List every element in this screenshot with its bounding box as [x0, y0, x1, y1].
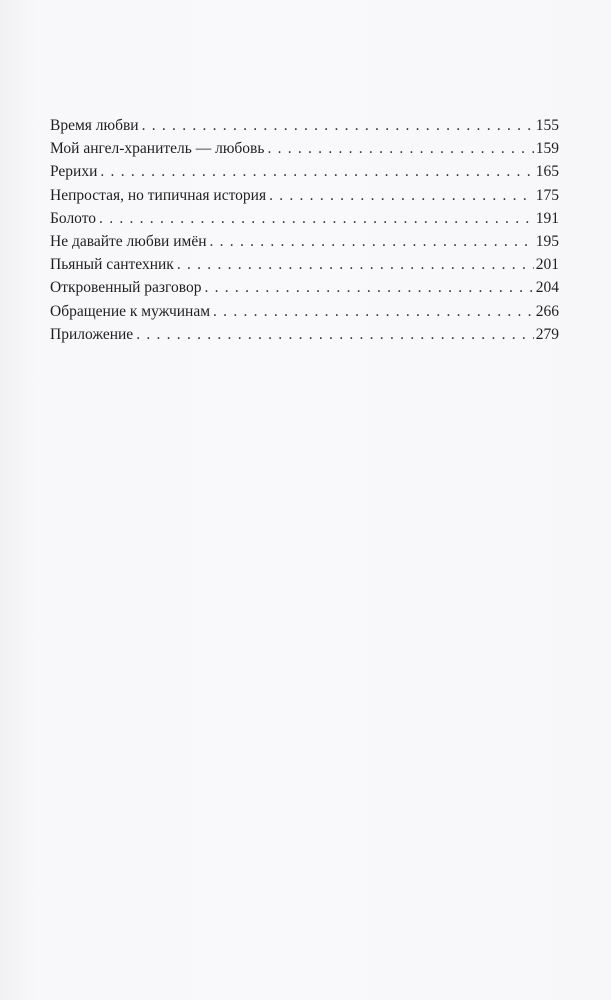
table-of-contents: [50, 114, 559, 346]
toc-entry-title: Мой ангел-хранитель — любовь: [50, 140, 265, 158]
dot-leader: [100, 160, 533, 183]
toc-entry-page-number: 165: [535, 163, 559, 181]
toc-entry-page-number: 159: [535, 140, 559, 158]
dot-leader: [142, 114, 534, 137]
toc-entry: [50, 137, 559, 160]
dot-leader: [136, 323, 534, 346]
toc-entry: [50, 160, 559, 183]
toc-entry-title: Болото: [50, 209, 97, 227]
toc-entry-page-number: 155: [535, 117, 559, 134]
toc-entry-page-number: 204: [535, 279, 559, 297]
dot-leader: [269, 184, 534, 207]
toc-entry-title: Непростая, но типичная история: [50, 186, 267, 204]
toc-entry-title: Не давайте любви имён: [50, 232, 207, 250]
toc-entry: [50, 323, 559, 346]
toc-entry-page-number: 266: [535, 302, 559, 320]
toc-entry-page-number: 195: [535, 232, 559, 250]
dot-leader: [210, 230, 534, 253]
dot-leader: [204, 276, 533, 299]
toc-entry: [50, 184, 559, 207]
dot-leader: [267, 137, 533, 160]
dot-leader: [99, 207, 534, 230]
toc-entry-title: Время любви: [50, 117, 139, 134]
toc-entry-title: Обращение к мужчинам: [50, 302, 211, 320]
toc-entry: [50, 276, 559, 299]
toc-entry: [50, 230, 559, 253]
toc-entry-page-number: 175: [535, 186, 559, 204]
dot-leader: [177, 253, 534, 276]
toc-entry-page-number: 201: [535, 256, 559, 274]
toc-entry-title: Пьяный сантехник: [50, 256, 174, 274]
toc-entry-title: Приложение: [50, 325, 134, 343]
dot-leader: [213, 300, 534, 323]
toc-entry-title: Откровенный разговор: [50, 279, 202, 297]
toc-entry: [50, 207, 559, 230]
toc-entry-title: Рерихи: [50, 163, 98, 181]
toc-entry-page-number: 191: [535, 209, 559, 227]
toc-entry: [50, 253, 559, 276]
toc-entry-page-number: 279: [535, 325, 559, 343]
toc-entry: [50, 300, 559, 323]
toc-entry: [50, 114, 559, 137]
